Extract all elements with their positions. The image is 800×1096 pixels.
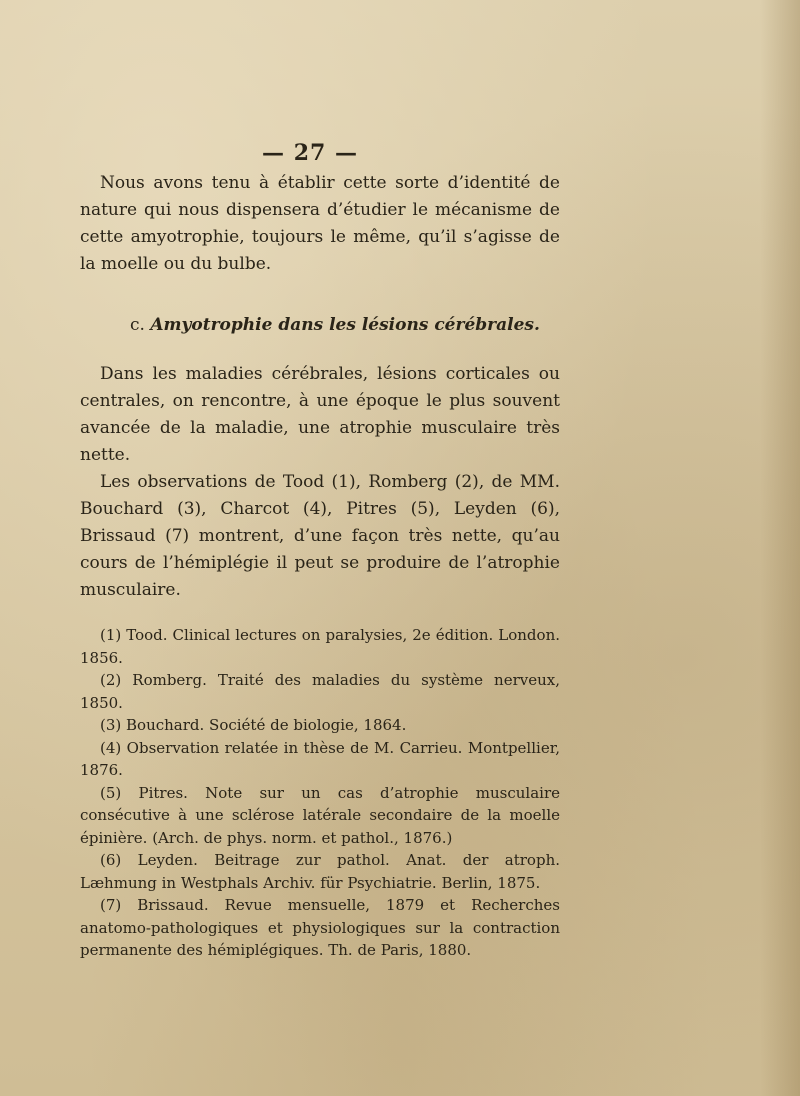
paragraph-cerebral-diseases: Dans les maladies cérébrales, lésions corticales ou centrales, on rencontre, à une époque le plus souvent avancée de la maladie, une atrophie musculaire très nette. (80, 364, 560, 465)
paragraph-identity: Nous avons tenu à établir cette sorte d’identité de nature qui nous dispensera d’étudier le mécanisme de cette amyotrophie, toujours le même, qu’il s’agisse de la moelle ou du bulbe. (80, 173, 560, 274)
paragraph-observations: Les observations de Tood (1), Romberg (2), de MM. Bouchard (3), Charcot (4), Pitres (5), Leyden (6), Brissaud (7) montrent, d’une façon très nette, qu’au cours de l’hémiplégie il peut se produire de l’atrophie musculaire. (80, 472, 560, 600)
footnote: (7) Brissaud. Revue mensuelle, 1879 et Recherches anatomo-pathologiques et physiologiques sur la contraction permanente des hémiplégiques. Th. de Paris, 1880. (80, 896, 560, 959)
section-letter: c. (130, 315, 145, 335)
footnote: (5) Pitres. Note sur un cas d’atrophie musculaire consécutive à une sclérose latérale secondaire de la moelle épinière. (Arch. de phys. norm. et pathol., 1876.) (80, 783, 560, 847)
footnote: (1) Tood. Clinical lectures on paralysies, 2e édition. London. 1856. (80, 626, 560, 667)
footnote: (4) Observation relatée in thèse de M. Carrieu. Montpellier, 1876. (80, 738, 560, 779)
footnote: (3) Bouchard. Société de biologie, 1864. (100, 716, 407, 734)
page-edge-shadow (760, 0, 800, 1096)
footnote: (6) Leyden. Beitrage zur pathol. Anat. der atroph. Læhmung in Westphals Archiv. für Psychiatrie. Berlin, 1875. (80, 851, 560, 892)
footnote: (2) Romberg. Traité des maladies du système nerveux, 1850. (80, 671, 560, 712)
section-heading (80, 312, 560, 339)
main-text (80, 170, 560, 604)
footnotes (80, 624, 560, 962)
section-title: Amyotrophie dans les lésions cérébrales. (150, 315, 540, 335)
page-number: — 27 — (262, 140, 358, 166)
